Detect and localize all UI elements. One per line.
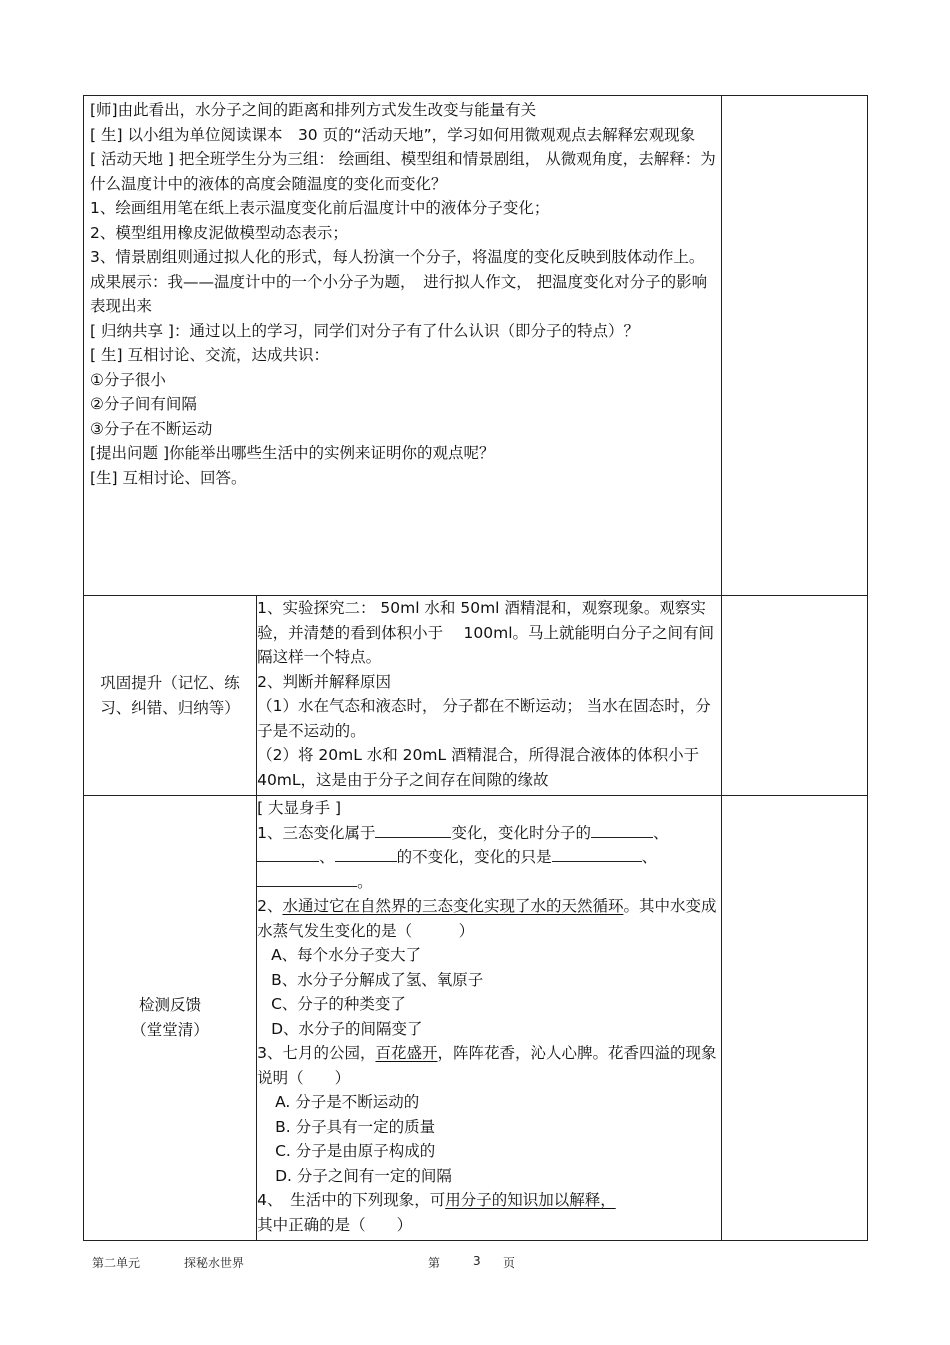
text-line: （2）将 20mL 水和 20mL 酒精混合，所得混合液体的体积小于 40mL，这是由于分子之间存在间隙的缘故	[257, 746, 700, 789]
text-line: ①分子很小	[90, 370, 166, 389]
text-line: 3、情景剧组则通过拟人化的形式，每人扮演一个分子，将温度的变化反映到肢体动作上。	[90, 248, 705, 266]
q1-text: 变化，变化时分子的	[451, 823, 591, 842]
answer-blank[interactable]	[591, 821, 653, 838]
answer-blank[interactable]	[335, 845, 397, 862]
q3-underlined: 百花盛开	[375, 1044, 438, 1062]
lesson-table	[83, 95, 868, 1241]
option: D. 分子之间有一定的间隔	[275, 1166, 452, 1185]
q2-text: 2、	[257, 897, 283, 915]
footer-title: 探秘水世界	[184, 1256, 245, 1270]
feedback-cell	[257, 796, 722, 1241]
table-row	[84, 96, 868, 596]
q1-sep: 、	[319, 848, 335, 866]
q2-text: 。其中水变成水蒸气发生变化的是（ ）	[257, 897, 717, 940]
consolidate-cell	[257, 596, 722, 796]
footer-page-prefix: 第	[428, 1256, 441, 1270]
consolidate-label: 巩固提升（记忆、练习、纠错、归纳等）	[100, 673, 240, 717]
notes-cell	[722, 796, 868, 1241]
text-line: ③分子在不断运动	[90, 419, 213, 438]
section-label	[84, 796, 257, 1241]
text-line: 1、绘画组用笔在纸上表示温度变化前后温度计中的液体分子变化；	[90, 199, 550, 217]
q3-text: ，阵阵花香，沁人心脾。花香四溢的现象说明（ ）	[257, 1044, 717, 1087]
footer-page-number: 3	[473, 1254, 481, 1268]
text-line: [ 归纳共享 ]：通过以上的学习，同学们对分子有了什么认识（即分子的特点）？	[90, 321, 639, 340]
q4-underlined: 用分子的知识加以解释，	[445, 1191, 616, 1209]
question-2	[257, 894, 721, 943]
table-row	[84, 596, 868, 796]
text-line: ②分子间有间隔	[90, 395, 197, 413]
q1-sep: 、	[641, 848, 658, 866]
option: A. 分子是不断运动的	[275, 1093, 420, 1111]
text-line: [师]由此看出，水分子之间的距离和排列方式发生改变与能量有关	[90, 101, 537, 119]
option: B、水分子分解成了氢、氧原子	[271, 970, 484, 989]
text-line: 2、模型组用橡皮泥做模型动态表示；	[90, 223, 348, 242]
answer-blank[interactable]	[375, 821, 451, 838]
option: B. 分子具有一定的质量	[275, 1117, 436, 1136]
q4-text: 其中正确的是（ ）	[257, 1215, 413, 1234]
q3-text: 3、七月的公园，	[257, 1044, 376, 1062]
question-3	[257, 1041, 721, 1090]
footer-page-suffix: 页	[503, 1256, 516, 1270]
q2-underlined: 水通过它在自然界的三态变化实现了水的天然循环	[282, 897, 624, 915]
feedback-sublabel: （堂堂清）	[131, 1021, 209, 1039]
option: A、每个水分子变大了	[271, 946, 422, 964]
section-heading: [ 大显身手 ]	[257, 799, 342, 817]
question-1	[257, 821, 721, 895]
section-label	[84, 596, 257, 796]
q1-text: 。	[357, 872, 373, 891]
footer-unit: 第二单元	[92, 1256, 141, 1270]
answer-blank[interactable]	[257, 870, 357, 887]
text-line: [提出问题 ]你能举出哪些生活中的实例来证明你的观点呢？	[90, 444, 495, 462]
text-line: 2、判断并解释原因	[257, 672, 391, 691]
text-line: [ 活动天地 ] 把全班学生分为三组： 绘画组、模型组和情景剧组， 从微观角度，去解释：为什么温度计中的液体的高度会随温度的变化而变化？	[90, 150, 716, 193]
notes-cell	[722, 596, 868, 796]
text-line: [ 生] 以小组为单位阅读课本 30 页的“活动天地”，学习如何用微观观点去解释宏观现象	[90, 125, 696, 144]
answer-blank[interactable]	[552, 845, 642, 862]
q4-text: 4、 生活中的下列现象，可	[257, 1191, 446, 1209]
question-4	[257, 1188, 721, 1213]
q1-text: 1、三态变化属于	[257, 823, 376, 842]
q1-sep: 、	[652, 823, 669, 842]
option: C、分子的种类变了	[271, 995, 406, 1013]
q1-text: 的不变化，变化的只是	[396, 848, 552, 866]
notes-cell	[722, 96, 868, 596]
text-line: [生] 互相讨论、回答。	[90, 468, 247, 487]
table-row	[84, 796, 868, 1241]
text-line: （1）水在气态和液态时， 分子都在不断运动； 当水在固态时，分子是不运动的。	[257, 697, 711, 740]
text-line: 成果展示：我——温度计中的一个小分子为题， 进行拟人作文， 把温度变化对分子的影响表现出来	[90, 272, 708, 315]
text-line: [ 生] 互相讨论、交流，达成共识：	[90, 346, 329, 364]
answer-blank[interactable]	[257, 845, 319, 862]
option: C. 分子是由原子构成的	[275, 1142, 436, 1160]
option: D、水分子的间隔变了	[271, 1019, 423, 1038]
feedback-label: 检测反馈	[139, 996, 202, 1014]
text-line: 1、实验探究二： 50ml 水和 50ml 酒精混和，观察现象。观察实验，并清楚的看到体积小于 100ml。马上就能明白分子之间有间隔这样一个特点。	[257, 599, 714, 666]
process-cell	[84, 96, 722, 596]
